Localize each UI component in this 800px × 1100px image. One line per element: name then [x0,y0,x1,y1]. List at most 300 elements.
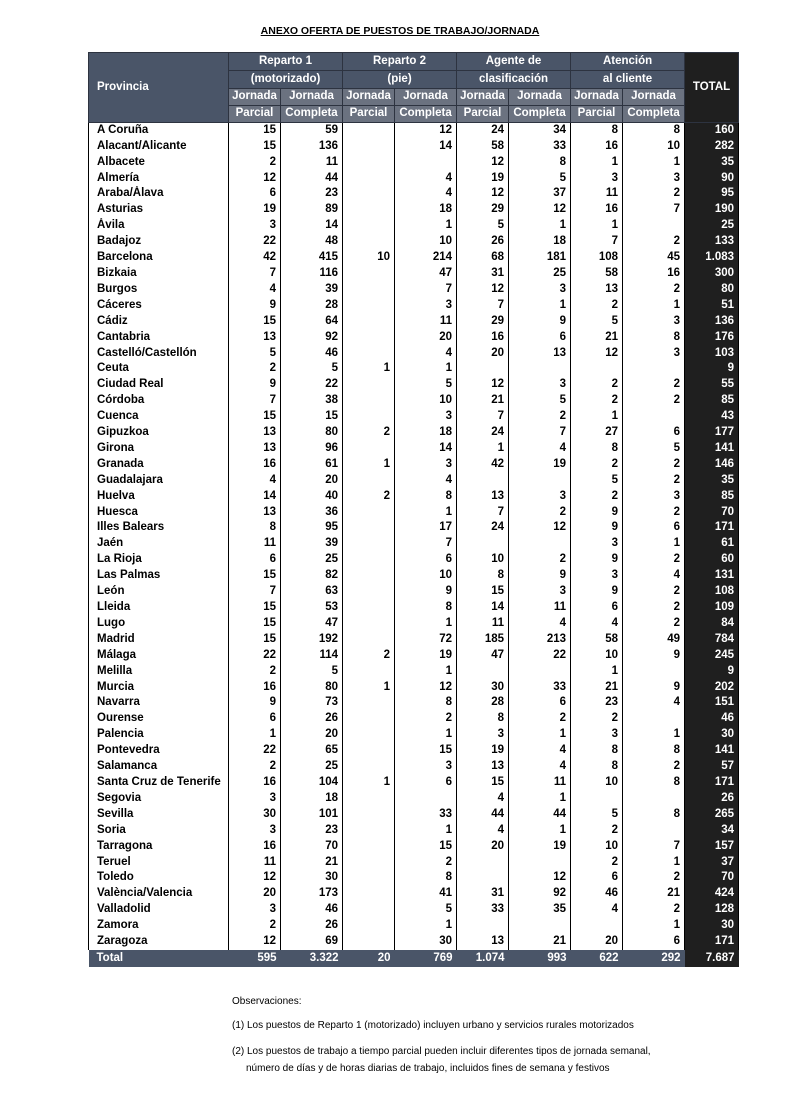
row-total-cell: 95 [685,186,739,202]
table-cell: 3 [395,759,457,775]
table-cell: 19 [457,743,509,759]
table-cell: 14 [395,441,457,457]
province-name: Madrid [89,632,229,648]
table-cell: 21 [457,393,509,409]
table-cell: 6 [229,711,281,727]
table-cell: 15 [281,409,343,425]
table-cell: 73 [281,695,343,711]
table-cell: 30 [395,934,457,950]
table-cell: 20 [281,727,343,743]
table-cell: 15 [457,584,509,600]
province-name: Valladolid [89,902,229,918]
subheader-jornada: Jornada [229,89,281,106]
table-cell [457,536,509,552]
subheader-parcial: Parcial [343,105,395,122]
table-cell [343,473,395,489]
table-cell: 5 [229,346,281,362]
province-name: Illes Balears [89,520,229,536]
province-name: Cáceres [89,298,229,314]
table-cell: 14 [229,489,281,505]
table-cell [343,568,395,584]
province-name: Málaga [89,648,229,664]
table-cell: 80 [281,425,343,441]
table-row [89,600,739,616]
table-cell: 58 [571,266,623,282]
total-cell: 20 [343,950,395,967]
table-cell: 2 [571,377,623,393]
table-cell: 1 [509,298,571,314]
table-cell [343,839,395,855]
note-2: (2) Los puestos de trabajo a tiempo parcial pueden incluir diferentes tipos de jornada semanal, [232,1046,651,1057]
table-row [89,234,739,250]
province-name: Ceuta [89,361,229,377]
table-cell: 4 [509,743,571,759]
table-cell: 5 [623,441,685,457]
table-header [89,53,739,123]
table-row [89,886,739,902]
table-cell: 6 [623,520,685,536]
province-name: Almería [89,171,229,187]
table-cell: 15 [229,632,281,648]
table-cell: 92 [281,330,343,346]
table-row [89,584,739,600]
table-cell [343,155,395,171]
table-cell: 96 [281,441,343,457]
table-cell: 2 [343,489,395,505]
subheader-jornada: Jornada [395,89,457,106]
table-cell: 15 [229,122,281,138]
table-cell: 21 [623,886,685,902]
table-cell: 44 [457,807,509,823]
table-cell: 116 [281,266,343,282]
subheader-jornada: Jornada [571,89,623,106]
table-cell: 1 [457,441,509,457]
total-row [89,950,739,967]
table-cell: 11 [281,155,343,171]
table-cell: 2 [229,155,281,171]
table-cell: 2 [623,584,685,600]
table-cell: 35 [509,902,571,918]
table-cell: 10 [457,552,509,568]
table-cell: 34 [509,122,571,138]
table-row [89,377,739,393]
table-cell [343,298,395,314]
table-cell: 2 [623,282,685,298]
province-name: Melilla [89,664,229,680]
table-cell: 7 [229,584,281,600]
province-name: Lugo [89,616,229,632]
table-cell [343,855,395,871]
table-cell: 25 [281,759,343,775]
province-name: Girona [89,441,229,457]
table-cell: 2 [623,186,685,202]
table-cell: 2 [229,759,281,775]
table-cell: 2 [343,425,395,441]
table-cell: 16 [623,266,685,282]
table-row [89,139,739,155]
table-cell: 14 [395,139,457,155]
table-cell: 8 [571,743,623,759]
table-cell: 24 [457,425,509,441]
table-cell: 22 [229,648,281,664]
table-cell: 2 [623,234,685,250]
province-name: Ourense [89,711,229,727]
row-total-cell: 57 [685,759,739,775]
table-cell: 10 [571,839,623,855]
table-cell: 1 [395,823,457,839]
province-name: Ávila [89,218,229,234]
table-cell: 82 [281,568,343,584]
table-row [89,680,739,696]
row-total-cell: 84 [685,616,739,632]
table-cell: 13 [229,505,281,521]
row-total-cell: 202 [685,680,739,696]
table-cell: 12 [509,870,571,886]
table-cell: 1 [343,457,395,473]
table-row [89,457,739,473]
table-cell [343,886,395,902]
row-total-cell: 60 [685,552,739,568]
row-total-cell: 171 [685,934,739,950]
table-cell: 4 [623,568,685,584]
row-total-cell: 151 [685,695,739,711]
table-cell: 22 [229,743,281,759]
table-cell [343,122,395,138]
table-cell: 14 [457,600,509,616]
table-row [89,441,739,457]
table-row [89,393,739,409]
table-cell: 10 [571,648,623,664]
table-cell: 61 [281,457,343,473]
table-cell [457,664,509,680]
table-row [89,520,739,536]
table-cell: 3 [509,489,571,505]
table-cell [395,155,457,171]
table-row [89,330,739,346]
table-cell: 21 [281,855,343,871]
table-cell: 5 [281,664,343,680]
table-cell: 4 [395,346,457,362]
table-cell: 2 [623,377,685,393]
table-cell: 1 [395,361,457,377]
province-name: Navarra [89,695,229,711]
table-cell [623,218,685,234]
table-cell: 46 [571,886,623,902]
table-cell: 4 [229,473,281,489]
table-cell: 30 [457,680,509,696]
table-cell: 28 [281,298,343,314]
table-cell [343,186,395,202]
total-cell: 1.074 [457,950,509,967]
table-cell [571,918,623,934]
table-cell: 15 [229,314,281,330]
row-total-cell: 190 [685,202,739,218]
table-cell [623,791,685,807]
row-total-cell: 85 [685,489,739,505]
table-cell: 3 [457,727,509,743]
table-cell: 9 [571,505,623,521]
table-cell: 2 [571,855,623,871]
table-cell: 19 [457,171,509,187]
table-cell: 16 [457,330,509,346]
table-cell: 12 [395,122,457,138]
table-cell [343,377,395,393]
table-cell: 21 [571,330,623,346]
table-row [89,298,739,314]
table-cell: 13 [229,425,281,441]
table-cell: 3 [623,346,685,362]
row-total-cell: 128 [685,902,739,918]
table-cell: 7 [395,282,457,298]
table-cell: 3 [571,171,623,187]
province-name: Granada [89,457,229,473]
table-cell: 36 [281,505,343,521]
table-cell [457,361,509,377]
table-cell [343,664,395,680]
table-cell: 30 [229,807,281,823]
table-cell: 7 [229,266,281,282]
total-cell: 595 [229,950,281,967]
table-cell: 12 [509,202,571,218]
table-cell: 18 [395,425,457,441]
table-cell: 49 [623,632,685,648]
row-total-cell: 141 [685,441,739,457]
table-cell: 3 [395,298,457,314]
table-cell [343,552,395,568]
table-cell: 28 [457,695,509,711]
table-cell: 8 [571,759,623,775]
table-cell [343,934,395,950]
row-total-cell: 176 [685,330,739,346]
row-total-cell: 131 [685,568,739,584]
table-cell [509,361,571,377]
table-cell: 415 [281,250,343,266]
row-total-cell: 108 [685,584,739,600]
table-cell [343,330,395,346]
subheader-completa: Completa [281,105,343,122]
table-cell [343,393,395,409]
province-name: Teruel [89,855,229,871]
table-cell: 2 [623,759,685,775]
table-row [89,823,739,839]
header-atencion-sub: al cliente [571,71,685,89]
table-cell: 9 [229,377,281,393]
row-total-cell: 80 [685,282,739,298]
table-cell: 64 [281,314,343,330]
table-cell: 20 [457,839,509,855]
province-name: Salamanca [89,759,229,775]
table-row [89,807,739,823]
table-cell: 46 [281,346,343,362]
subheader-jornada: Jornada [457,89,509,106]
table-cell: 9 [509,314,571,330]
table-cell: 27 [571,425,623,441]
table-cell: 70 [281,839,343,855]
table-cell: 1 [623,727,685,743]
table-cell [343,171,395,187]
table-cell: 4 [395,171,457,187]
table-cell: 3 [623,314,685,330]
table-row [89,711,739,727]
table-cell: 8 [571,122,623,138]
table-cell: 16 [571,202,623,218]
header-reparto1-sub: (motorizado) [229,71,343,89]
table-cell: 1 [623,918,685,934]
table-cell: 185 [457,632,509,648]
table-cell: 11 [509,600,571,616]
row-total-cell: 136 [685,314,739,330]
row-total-cell: 46 [685,711,739,727]
row-total-cell: 85 [685,393,739,409]
province-name: València/Valencia [89,886,229,902]
subheader-parcial: Parcial [229,105,281,122]
table-cell: 1 [395,505,457,521]
table-cell: 9 [571,584,623,600]
table-cell: 2 [623,902,685,918]
province-name: A Coruña [89,122,229,138]
table-cell: 9 [229,695,281,711]
table-row [89,616,739,632]
province-name: Santa Cruz de Tenerife [89,775,229,791]
table-row [89,902,739,918]
row-total-cell: 784 [685,632,739,648]
row-total-cell: 37 [685,855,739,871]
province-name: Castelló/Castellón [89,346,229,362]
table-cell: 6 [395,552,457,568]
table-cell: 72 [395,632,457,648]
table-cell: 23 [571,695,623,711]
table-cell: 3 [229,823,281,839]
row-total-cell: 300 [685,266,739,282]
table-cell: 114 [281,648,343,664]
table-cell: 15 [229,600,281,616]
table-cell: 2 [571,489,623,505]
table-cell: 2 [509,552,571,568]
table-cell: 41 [395,886,457,902]
table-cell: 2 [571,393,623,409]
subheader-completa: Completa [509,105,571,122]
row-total-cell: 245 [685,648,739,664]
row-total-cell: 90 [685,171,739,187]
table-row [89,473,739,489]
table-cell: 8 [457,711,509,727]
table-cell: 39 [281,282,343,298]
table-cell [343,711,395,727]
table-cell: 3 [395,457,457,473]
table-cell: 1 [343,775,395,791]
row-total-cell: 157 [685,839,739,855]
table-cell: 4 [509,616,571,632]
subheader-completa: Completa [395,105,457,122]
table-cell [343,616,395,632]
table-cell: 4 [571,616,623,632]
table-cell: 3 [571,568,623,584]
table-row [89,282,739,298]
table-cell: 10 [395,234,457,250]
province-name: Guadalajara [89,473,229,489]
table-cell: 48 [281,234,343,250]
table-cell: 18 [509,234,571,250]
table-cell: 7 [623,839,685,855]
table-cell: 40 [281,489,343,505]
row-total-cell: 9 [685,361,739,377]
row-total-cell: 30 [685,727,739,743]
table-cell: 13 [509,346,571,362]
table-cell [343,266,395,282]
table-row [89,727,739,743]
table-cell: 26 [281,918,343,934]
table-cell: 2 [395,711,457,727]
table-cell: 15 [457,775,509,791]
province-name: Córdoba [89,393,229,409]
table-row [89,695,739,711]
table-cell: 20 [395,330,457,346]
table-cell: 8 [623,743,685,759]
table-cell: 8 [457,568,509,584]
province-name: Las Palmas [89,568,229,584]
table-row [89,361,739,377]
table-cell: 1 [623,855,685,871]
table-row [89,409,739,425]
row-total-cell: 43 [685,409,739,425]
table-cell: 214 [395,250,457,266]
table-cell: 8 [395,600,457,616]
table-cell: 5 [571,473,623,489]
table-cell: 92 [509,886,571,902]
table-row [89,171,739,187]
table-cell: 65 [281,743,343,759]
row-total-cell: 424 [685,886,739,902]
table-cell [343,346,395,362]
table-row [89,425,739,441]
table-cell [343,870,395,886]
table-cell: 173 [281,886,343,902]
table-cell: 7 [571,234,623,250]
row-total-cell: 141 [685,743,739,759]
table-cell [457,473,509,489]
header-agente: Agente de [457,53,571,71]
table-cell: 8 [395,489,457,505]
table-cell: 4 [623,695,685,711]
table-row [89,664,739,680]
row-total-cell: 26 [685,791,739,807]
table-cell: 2 [623,473,685,489]
table-cell: 5 [395,377,457,393]
total-cell: 3.322 [281,950,343,967]
table-cell: 12 [571,346,623,362]
table-cell: 22 [281,377,343,393]
row-total-cell: 70 [685,505,739,521]
table-cell: 47 [395,266,457,282]
header-reparto1: Reparto 1 [229,53,343,71]
table-cell: 24 [457,122,509,138]
table-cell: 1 [509,727,571,743]
row-total-cell: 70 [685,870,739,886]
subheader-jornada: Jornada [509,89,571,106]
table-cell: 5 [571,807,623,823]
table-cell: 6 [509,330,571,346]
table-cell: 7 [229,393,281,409]
row-total-cell: 109 [685,600,739,616]
province-name: Palencia [89,727,229,743]
row-total-cell: 35 [685,155,739,171]
table-cell: 1 [395,218,457,234]
table-cell: 12 [457,155,509,171]
table-cell: 22 [509,648,571,664]
table-cell [343,695,395,711]
table-cell: 2 [571,298,623,314]
table-cell: 7 [395,536,457,552]
